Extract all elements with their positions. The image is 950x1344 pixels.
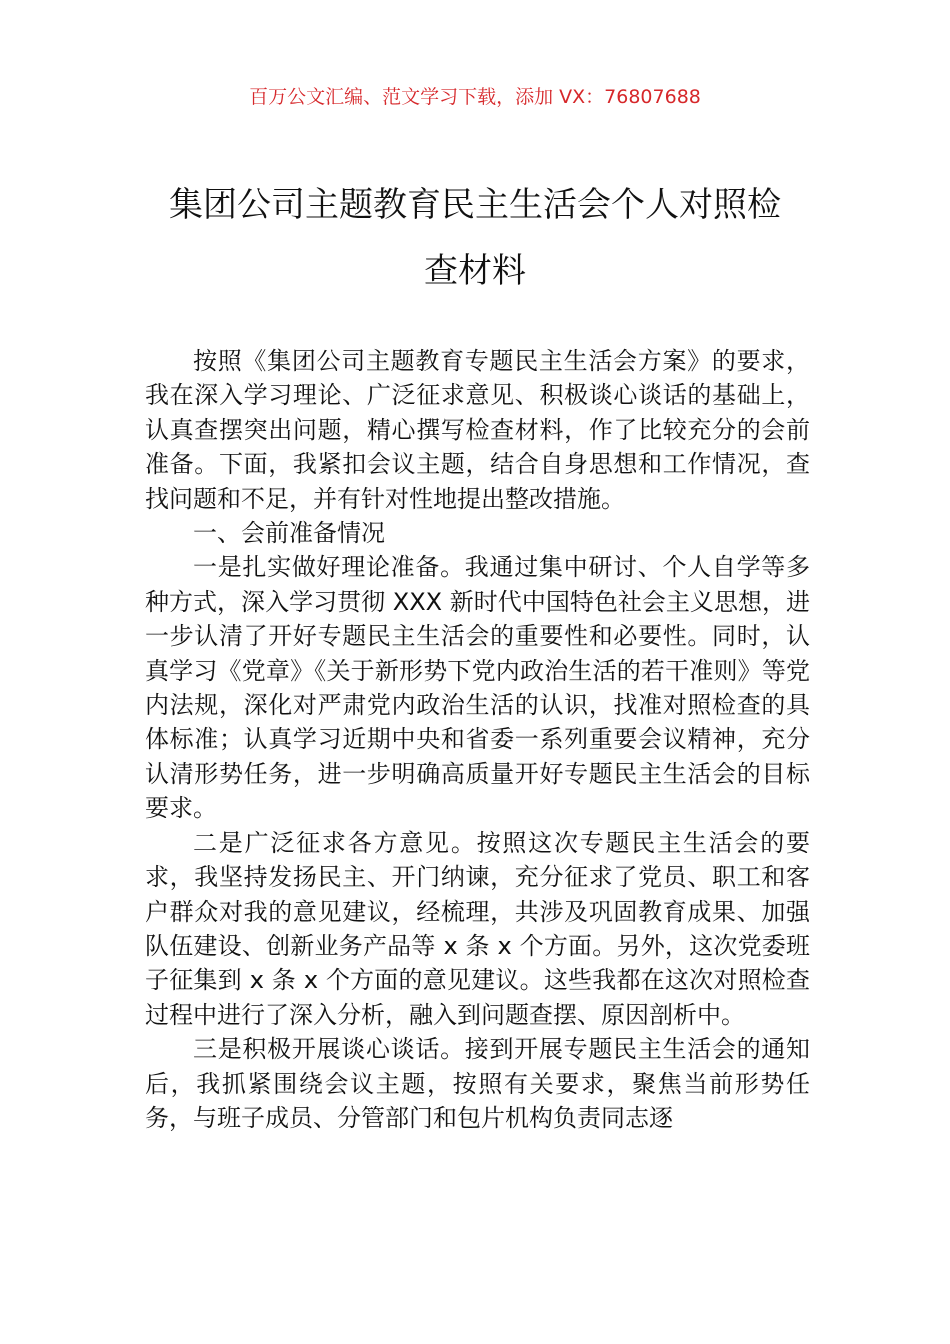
document-body bbox=[145, 344, 810, 1135]
section-heading: 一、会前准备情况 bbox=[193, 519, 385, 548]
header-note: 百万公文汇编、范文学习下载，添加 VX：76807688 bbox=[249, 86, 701, 108]
paragraph-theory-preparation: 一是扎实做好理论准备。我通过集中研讨、个人自学等多种方式，深入学习贯彻 XXX 新时代中国特色社会主义思想，进一步认清了开好专题民主生活会的重要性和必要性。同时，认真学习《党章》《关于新形势下党内政治生活的若干准则》等党内法规，深化对严肃党内政治生活的认识，找准对照检查的具体标准；认真学习近期中央和省委一系列重要会议精神，充分认清形势任务，进一步明确高质量开好专题民主生活会的目标要求。 bbox=[145, 553, 810, 823]
paragraph-solicit-opinions: 二是广泛征求各方意见。按照这次专题民主生活会的要求，我坚持发扬民主、开门纳谏，充分征求了党员、职工和客户群众对我的意见建议，经梳理，共涉及巩固教育成果、加强队伍建设、创新业务产品等 x 条 x 个方面。另外，这次党委班子征集到 x 条 x 个方面的意见建议。这些我都在这次对照检查过程中进行了深入分析，融入到问题查摆、原因剖析中。 bbox=[145, 828, 810, 1029]
document-title-line-1: 集团公司主题教育民主生活会个人对照检 bbox=[169, 185, 781, 225]
paragraph-heart-to-heart-talks: 三是积极开展谈心谈话。接到开展专题民主生活会的通知后，我抓紧围绕会议主题，按照有关要求，聚焦当前形势任务，与班子成员、分管部门和包片机构负责同志逐 bbox=[145, 1035, 810, 1132]
document-title-line-2: 查材料 bbox=[424, 251, 526, 291]
intro-paragraph: 按照《集团公司主题教育专题民主生活会方案》的要求，我在深入学习理论、广泛征求意见、积极谈心谈话的基础上，认真查摆突出问题，精心撰写检查材料，作了比较充分的会前准备。下面，我紧扣会议主题，结合自身思想和工作情况，查找问题和不足，并有针对性地提出整改措施。 bbox=[145, 347, 810, 513]
document-title bbox=[140, 172, 810, 304]
